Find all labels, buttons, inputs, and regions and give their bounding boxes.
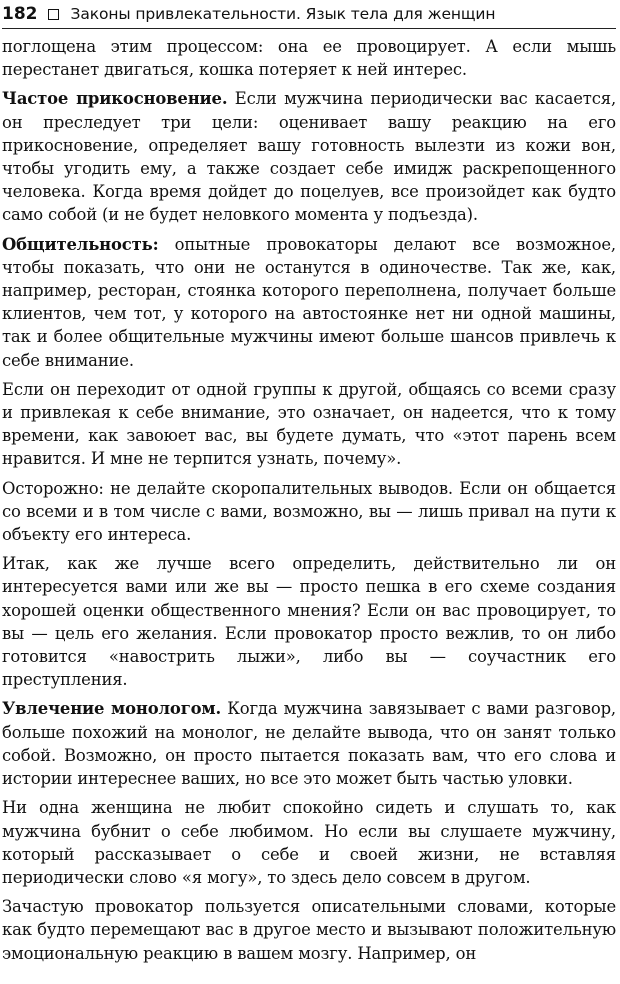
paragraph-text: Итак, как же лучше всего определить, действительно ли он интересуется вами или же вы — просто пешка в его схеме создания хорошей оценки общественного мнения? Если он вас провоцирует, то вы — цель его желания. Если провокатор просто вежлив, то он либо готовится «навострить лыжи», либо вы — соучастник его преступления. bbox=[2, 554, 616, 690]
page-body bbox=[2, 35, 616, 965]
running-title: Законы привлекательности. Язык тела для женщин bbox=[70, 5, 496, 23]
paragraph-text: Зачастую провокатор пользуется описательными словами, которые как будто перемещают вас в другое место и вызывают положительную эмоциональную реакцию в вашем мозгу. Например, он bbox=[2, 897, 616, 963]
paragraph bbox=[2, 233, 616, 372]
paragraph-lead: Увлечение монологом. bbox=[2, 699, 222, 719]
paragraph bbox=[2, 87, 616, 226]
paragraph bbox=[2, 697, 616, 790]
paragraph-text: опытные провокаторы делают все возможное, чтобы показать, что они не останутся в одиночестве. Так же, как, например, ресторан, стоянка которого переполнена, получает больше клиентов, чем тот, у которого на автостоянке нет ни одной машины, так и более общительные мужчины имеют больше шансов привлечь к себе внимание. bbox=[2, 234, 616, 370]
paragraph-text: Если мужчина периодически вас касается, он преследует три цели: оценивает вашу реакцию на его прикосновение, определяет вашу готовность вылезти из кожи вон, чтобы угодить ему, а также создает себе имидж раскрепощенного человека. Когда время дойдет до поцелуев, все произойдет как будто само собой (и не будет неловкого момента у подъезда). bbox=[2, 89, 616, 225]
paragraph-lead: Общительность: bbox=[2, 234, 159, 254]
square-bullet-icon bbox=[48, 9, 59, 20]
paragraph-lead: Частое прикосновение. bbox=[2, 89, 228, 109]
paragraph bbox=[2, 895, 616, 965]
paragraph-text: Когда мужчина завязывает с вами разговор, больше похожий на монолог, не делайте вывода, что он занят только собой. Возможно, он просто пытается показать вам, что его слова и истории интереснее ваших, но все это может быть частью уловки. bbox=[2, 699, 616, 789]
paragraph-text: Если он переходит от одной группы к другой, общаясь со всеми сразу и привлекая к себе внимание, это означает, он надеется, что к тому времени, как завоюет вас, вы будете думать, что «этот парень всем нравится. И мне не терпится узнать, почему». bbox=[2, 379, 616, 469]
paragraph bbox=[2, 378, 616, 471]
paragraph bbox=[2, 796, 616, 889]
paragraph-text: Ни одна женщина не любит спокойно сидеть и слушать то, как мужчина бубнит о себе любимом. Но если вы слушаете мужчину, который рассказывает о себе и своей жизни, не вставляя периодически слово «я могу», то здесь дело совсем в другом. bbox=[2, 798, 616, 887]
paragraph bbox=[2, 477, 616, 547]
paragraph-text: поглощена этим процессом: она ее провоцирует. А если мышь перестанет двигаться, кошка потеряет к ней интерес. bbox=[2, 37, 616, 80]
paragraph bbox=[2, 552, 616, 691]
paragraph bbox=[2, 35, 616, 81]
page-number: 182 bbox=[2, 4, 38, 24]
running-header bbox=[2, 0, 616, 29]
paragraph-text: Осторожно: не делайте скоропалительных выводов. Если он общается со всеми и в том числе с вами, возможно, вы — лишь привал на пути к объекту его интереса. bbox=[2, 478, 616, 545]
